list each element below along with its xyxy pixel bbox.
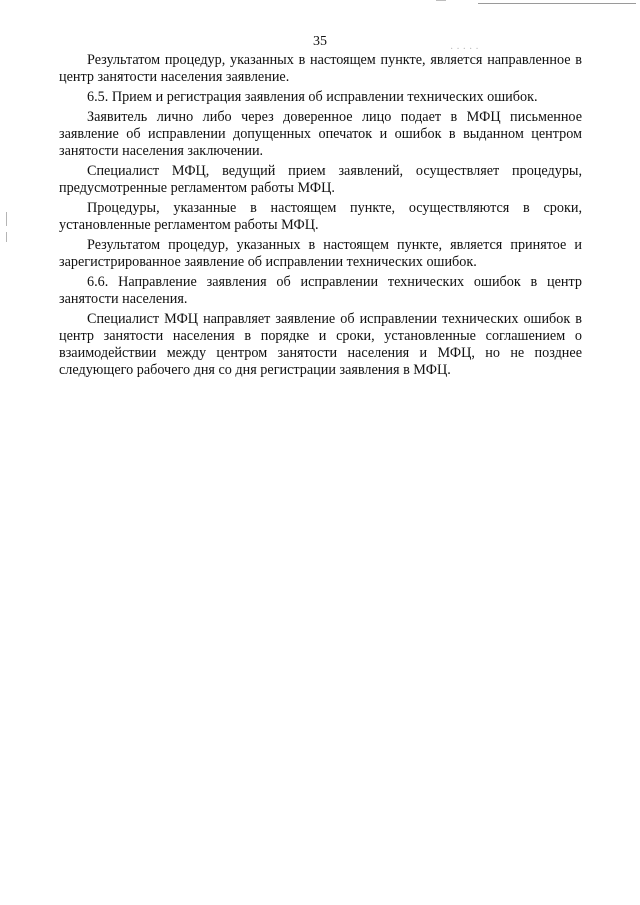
paragraph-result-sent: Результатом процедур, указанных в настоящем пункте, является направленное в центр занятости населения заявление. xyxy=(59,52,582,85)
scan-artifact-margin-mark xyxy=(6,232,7,242)
paragraph-section-6-5-heading: 6.5. Прием и регистрация заявления об исправлении технических ошибок. xyxy=(87,89,538,105)
document-body xyxy=(59,52,582,379)
scan-artifact-rule xyxy=(478,3,636,4)
page-number: 35 xyxy=(313,34,327,49)
scan-artifact-dots: ····· xyxy=(450,44,482,55)
paragraph-specialist-procedures: Специалист МФЦ, ведущий прием заявлений, осуществляет процедуры, предусмотренные регламентом работы МФЦ. xyxy=(59,163,582,196)
paragraph-procedure-terms: Процедуры, указанные в настоящем пункте, осуществляются в сроки, установленные регламентом работы МФЦ. xyxy=(59,200,582,233)
paragraph-result-registered: Результатом процедур, указанных в настоящем пункте, является принятое и зарегистрированное заявление об исправлении технических ошибок. xyxy=(59,237,582,270)
paragraph-section-6-6-heading: 6.6. Направление заявления об исправлении технических ошибок в центр занятости населения. xyxy=(59,274,582,307)
scan-artifact-tick xyxy=(436,0,446,1)
paragraph-specialist-sends: Специалист МФЦ направляет заявление об исправлении технических ошибок в центр занятости населения в порядке и сроки, установленные соглашением о взаимодействии между центром занятости населения и МФЦ, но не позднее следующего рабочего дня со дня регистрации заявления в МФЦ. xyxy=(59,311,582,378)
paragraph-applicant-submits: Заявитель лично либо через доверенное лицо подает в МФЦ письменное заявление об исправлении допущенных опечаток и ошибок в выданном центром занятости населения заключении. xyxy=(59,109,582,159)
scan-artifact-margin-mark xyxy=(6,212,7,226)
